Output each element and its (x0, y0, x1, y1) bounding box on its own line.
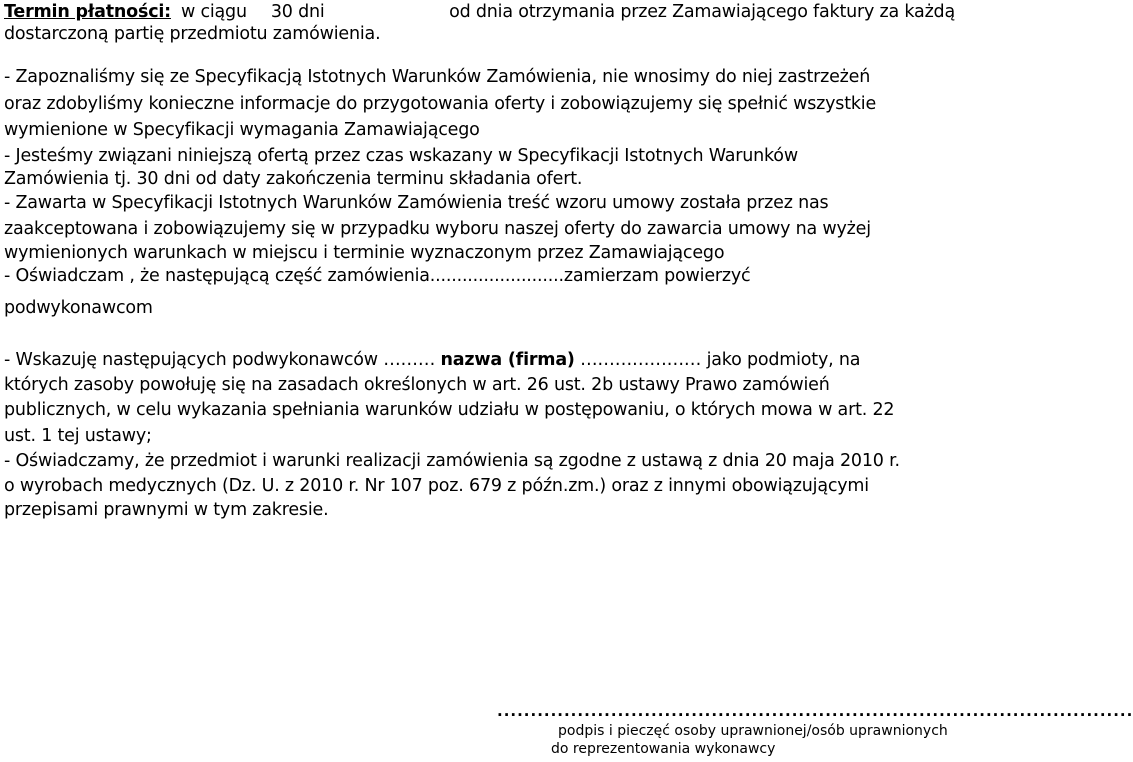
para6-line-1: - Oświadczamy, że przedmiot i warunki realizacji zamówienia są zgodne z ustawą z dnia 20 maja 2010 r. (4, 451, 900, 471)
para2-line-1 (4, 146, 955, 166)
para1-line-2: oraz zdobyliśmy konieczne informacje do przygotowania oferty i zobowiązujemy się spełnić wszystkie (4, 94, 877, 114)
para5-line-1 (4, 350, 860, 370)
payment-term-text-c: od dnia otrzymania przez Zamawiającego faktury za każdą (449, 2, 955, 22)
para5-line-3: publicznych, w celu wykazania spełniania warunków udziału w postępowaniu, o których mowa w art. 22 (4, 400, 895, 420)
para3-line-1: - Zawarta w Specyfikacji Istotnych Warunków Zamówienia treść wzoru umowy została przez nas (4, 193, 829, 213)
payment-term-label: Termin płatności: (4, 2, 171, 22)
signature-line: ............................................................................................... (497, 702, 1133, 720)
para1-line-3: wymienione w Specyfikacji wymagania Zamawiającego (4, 120, 480, 140)
payment-term-days: 30 dni (270, 2, 325, 22)
subcontractor-name-label: nazwa (firma) (440, 350, 575, 370)
para5-line-2: których zasoby powołuję się na zasadach określonych w art. 26 ust. 2b ustawy Prawo zamówień (4, 375, 830, 395)
para5-line-1-a: - Wskazuję następujących podwykonawców ……… (4, 350, 441, 370)
para6-line-2: o wyrobach medycznych (Dz. U. z 2010 r. Nr 107 poz. 679 z późn.zm.) oraz z innymi obowiązującymi (4, 476, 869, 496)
signature-caption-line-2: do reprezentowania wykonawcy (551, 741, 776, 757)
para3-line-2: zaakceptowana i zobowiązujemy się w przypadku wyboru naszej oferty do zawarcia umowy na wyżej (4, 219, 871, 239)
signature-caption-line-1: podpis i pieczęć osoby uprawnionej/osób uprawnionych (558, 723, 948, 739)
payment-term-text-a: w ciągu (180, 2, 247, 22)
para4-line-1: - Oświadczam , że następującą część zamówienia.........................zamierzam powierzyć (4, 266, 751, 286)
para1-line-1: - Zapoznaliśmy się ze Specyfikacją Istotnych Warunków Zamówienia, nie wnosimy do niej zastrzeżeń (4, 67, 871, 87)
para2-line-2: Zamówienia tj. 30 dni od daty zakończenia terminu składania ofert. (4, 169, 583, 189)
para4-line-2: podwykonawcom (4, 298, 153, 318)
para6-line-3: przepisami prawnymi w tym zakresie. (4, 500, 329, 520)
para5-line-4: ust. 1 tej ustawy; (4, 426, 152, 446)
para5-line-1-b: ………………… jako podmioty, na (574, 350, 861, 370)
para3-line-3: wymienionych warunkach w miejscu i terminie wyznaczonym przez Zamawiającego (4, 243, 725, 263)
para2-line-1-text: - Jesteśmy związani niniejszą ofertą przez czas wskazany w Specyfikacji Istotnych Warunków (4, 146, 798, 166)
payment-term-line-1 (4, 2, 955, 22)
payment-term-line-2: dostarczoną partię przedmiotu zamówienia. (4, 24, 381, 44)
